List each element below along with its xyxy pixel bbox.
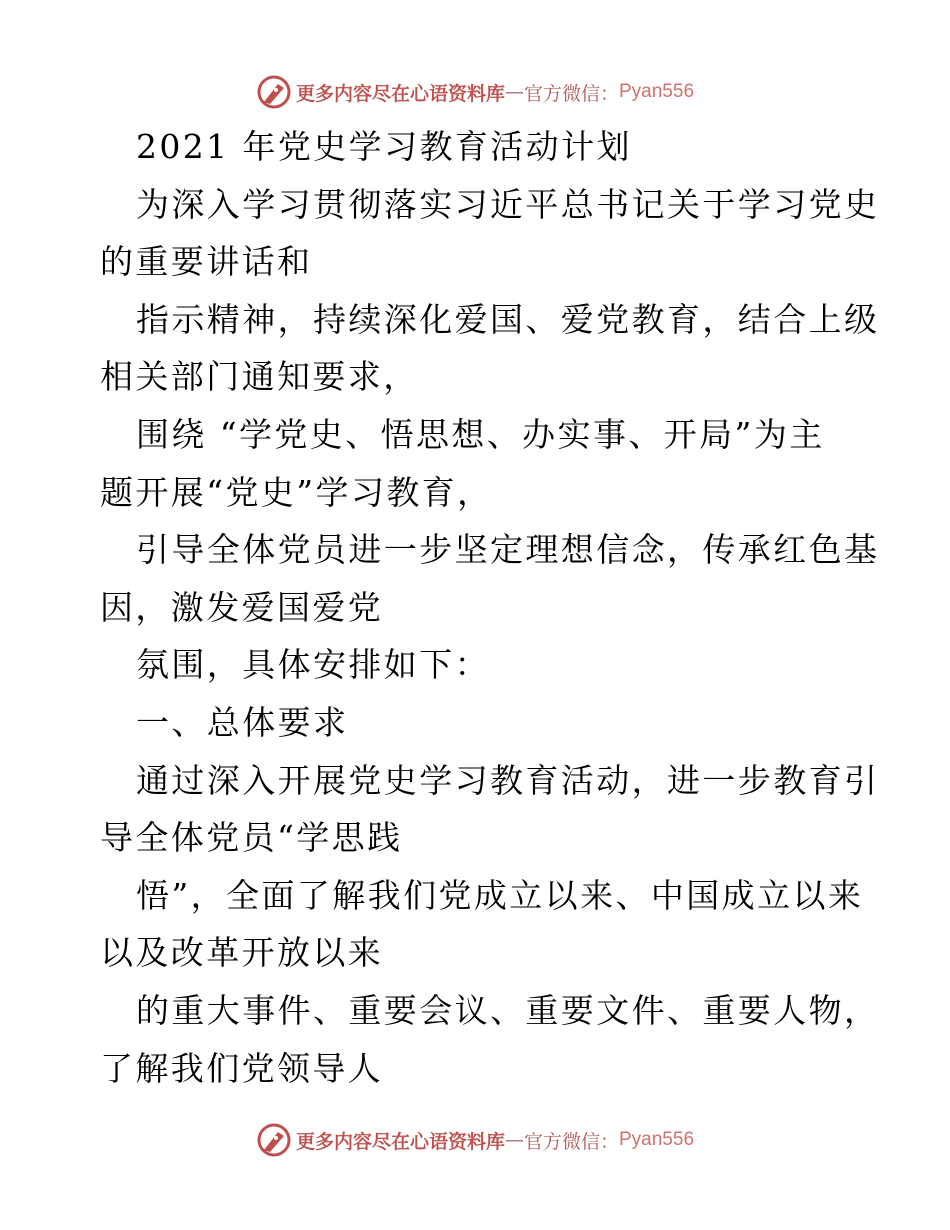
paragraph-line: 指示精神，持续深化爱国、爱党教育，结合上级 [136,299,880,339]
paragraph-line: 的重大事件、重要会议、重要文件、重要人物， [136,990,880,1030]
banner-channel-text: 官方微信： [523,82,619,105]
paragraph-line: 悟”，全面了解我们党成立以来、中国成立以来 [136,875,864,915]
banner-main-text: 更多内容尽在心语资料库 [295,82,505,105]
footer-watermark-banner [0,1120,950,1160]
banner-channel-text: 官方微信： [523,1130,619,1153]
paragraph-line: 的重要讲话和 [100,242,313,282]
section-heading: 一、总体要求 [136,702,349,742]
paragraph-line: 导全体党员“学思践 [100,818,403,858]
banner-dash: — [504,81,524,103]
paragraph-line: 了解我们党领导人 [100,1048,384,1088]
banner-main-text: 更多内容尽在心语资料库 [295,1130,505,1153]
paragraph-line: 相关部门通知要求， [100,357,419,397]
paragraph-line: 引导全体党员进一步坚定理想信念，传承红色基 [136,530,880,570]
pen-nib-logo-icon [256,1122,292,1158]
paragraph-line: 氛围，具体安排如下： [136,645,490,685]
document-body [100,118,880,1097]
banner-wechat-id: Pyan556 [619,81,695,102]
header-watermark-banner [0,72,950,112]
paragraph-line: 以及改革开放以来 [100,933,384,973]
paragraph-line: 题开展“党史”学习教育， [100,472,493,512]
pen-nib-logo-icon [256,74,292,110]
document-title: 2021 年党史学习教育活动计划 [136,127,632,166]
paragraph-line: 通过深入开展党史学习教育活动，进一步教育引 [136,760,880,800]
banner-wechat-id: Pyan556 [619,1129,695,1150]
paragraph-line: 因，激发爱国爱党 [100,587,384,627]
paragraph-line: 为深入学习贯彻落实习近平总书记关于学习党史 [136,184,880,224]
paragraph-line: 围绕 “学党史、悟思想、办实事、开局”为主 [136,414,825,454]
banner-dash: — [504,1129,524,1151]
